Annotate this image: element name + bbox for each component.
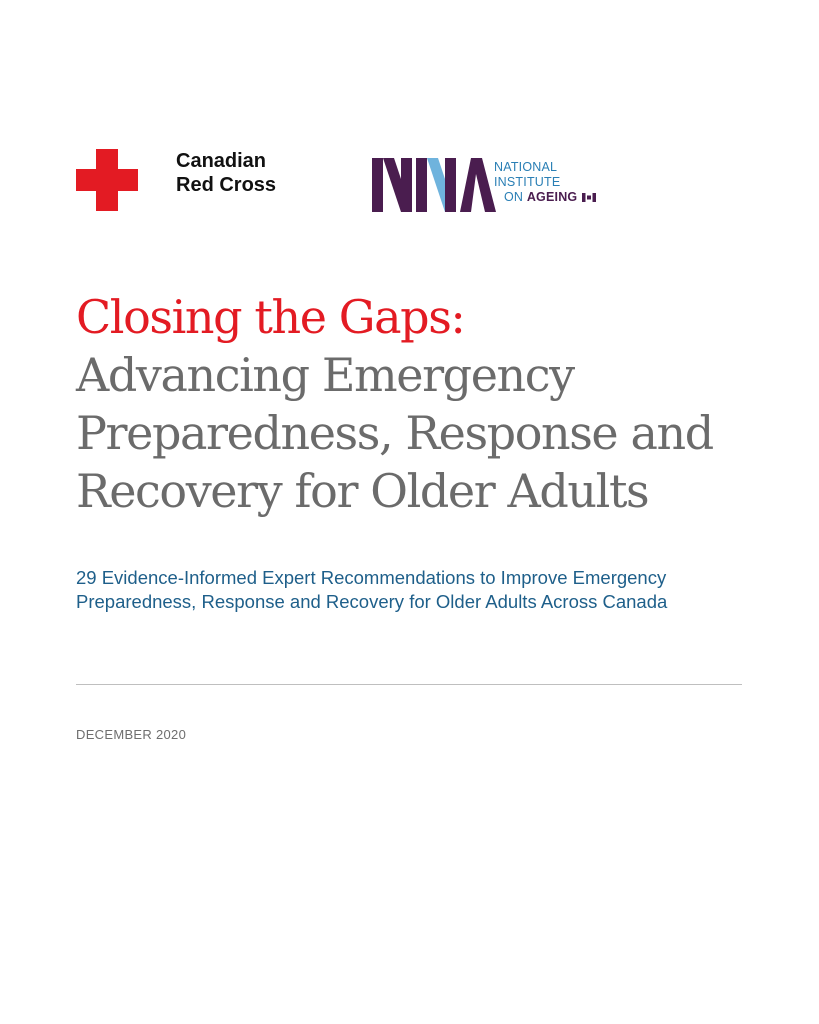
nia-line3 <box>504 190 596 205</box>
red-cross-line1: Canadian <box>176 150 267 172</box>
nia-line3-prefix: ON <box>504 190 527 204</box>
nia-line2: INSTITUTE <box>494 175 561 189</box>
nia-monogram-icon <box>372 158 496 212</box>
nia-line1: NATIONAL <box>494 160 558 174</box>
publication-date: DECEMBER 2020 <box>76 727 187 742</box>
subtitle-line1: 29 Evidence-Informed Expert Recommendations to Improve Emergency <box>76 567 667 588</box>
title-line4: Recovery for Older Adults <box>76 464 649 518</box>
title-line2: Advancing Emergency <box>76 348 574 402</box>
title-line3: Preparedness, Response and <box>76 406 713 460</box>
title-line1: Closing the Gaps: <box>76 290 465 344</box>
national-institute-on-ageing-logo <box>372 158 612 214</box>
divider <box>76 684 742 685</box>
report-title <box>76 288 776 520</box>
report-subtitle <box>76 566 776 614</box>
red-cross-icon <box>76 149 138 211</box>
canada-flag-icon <box>582 193 596 202</box>
red-cross-line2: Red Cross <box>176 174 277 196</box>
nia-wordmark <box>494 160 596 205</box>
nia-line3-ageing: AGEING <box>526 190 578 204</box>
red-cross-wordmark <box>176 149 276 197</box>
canadian-red-cross-logo <box>76 149 316 213</box>
subtitle-line2: Preparedness, Response and Recovery for Older Adults Across Canada <box>76 591 668 612</box>
